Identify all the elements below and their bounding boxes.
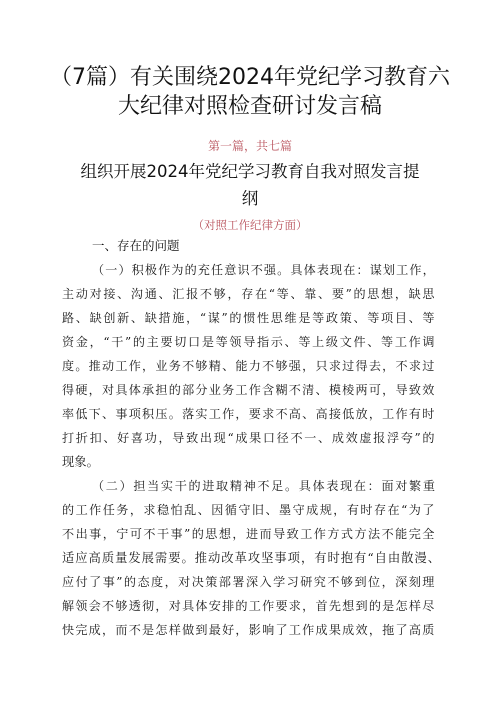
body-line-15: 解领会不够透彻，对具体安排的工作要求，首先想到的是怎样尽 <box>62 599 436 613</box>
body-line-11: 的工作任务，求稳怕乱、因循守旧、墨守成规，有时存在“为了 <box>62 503 436 517</box>
article-note: （对照工作纪律方面） <box>192 218 308 232</box>
body-line-9: 现象。 <box>62 455 99 469</box>
body-line-14: 应付了事”的态度，对决策部署深入学习研究不够到位，深刻理 <box>62 575 436 589</box>
article-title-line-2: 纲 <box>241 189 259 208</box>
body-line-16: 快完成，而不是怎样做到最好，影响了工作成果成效，拖了高质 <box>62 623 436 637</box>
body-line-8: 打折扣、好喜功，导致出现“成果口径不一、成效虚报浮夸”的 <box>62 431 437 445</box>
part-indicator: 第一篇，共七篇 <box>207 139 292 153</box>
article-title-line-1: 组织开展2024年党纪学习教育自我对照发言提 <box>80 162 420 181</box>
body-line-2: 主动对接、沟通、汇报不够，存在“等、靠、要”的思想，缺思 <box>62 287 437 301</box>
body-line-7: 率低下、事项积压。落实工作，要求不高、高接低放，工作有时 <box>62 407 436 421</box>
body-line-4: 资金，“干”的主要切口是等领导指示、等上级文件、等工作调 <box>62 335 437 349</box>
document-title-line-1: （7篇）有关围绕2024年党纪学习教育六 <box>50 65 450 90</box>
body-line-12: 不出事，宁可不干事”的思想，进而导致工作方式方法不能完全 <box>62 527 436 541</box>
document-title-line-2: 大纪律对照检查研讨发言稿 <box>117 94 382 119</box>
body-line-5: 度。推动工作，业务不够精、能力不够强，只求过得去，不求过 <box>62 359 436 373</box>
body-line-13: 适应高质量发展需要。推动改革攻坚事项，有时抱有“自由散漫、 <box>62 551 441 565</box>
section-heading: 一、存在的问题 <box>92 238 180 253</box>
body-line-3: 路、缺创新、缺措施，“谋”的惯性思维是等政策、等项目、等 <box>62 311 437 325</box>
body-line-1: （一）积极作为的充任意识不强。具体表现在：谋划工作， <box>92 263 436 277</box>
body-line-6: 得硬，对具体承担的部分业务工作含糊不清、模棱两可，导致效 <box>62 383 436 397</box>
body-line-10: （二）担当实干的进取精神不足。具体表现在：面对繁重 <box>92 479 437 493</box>
